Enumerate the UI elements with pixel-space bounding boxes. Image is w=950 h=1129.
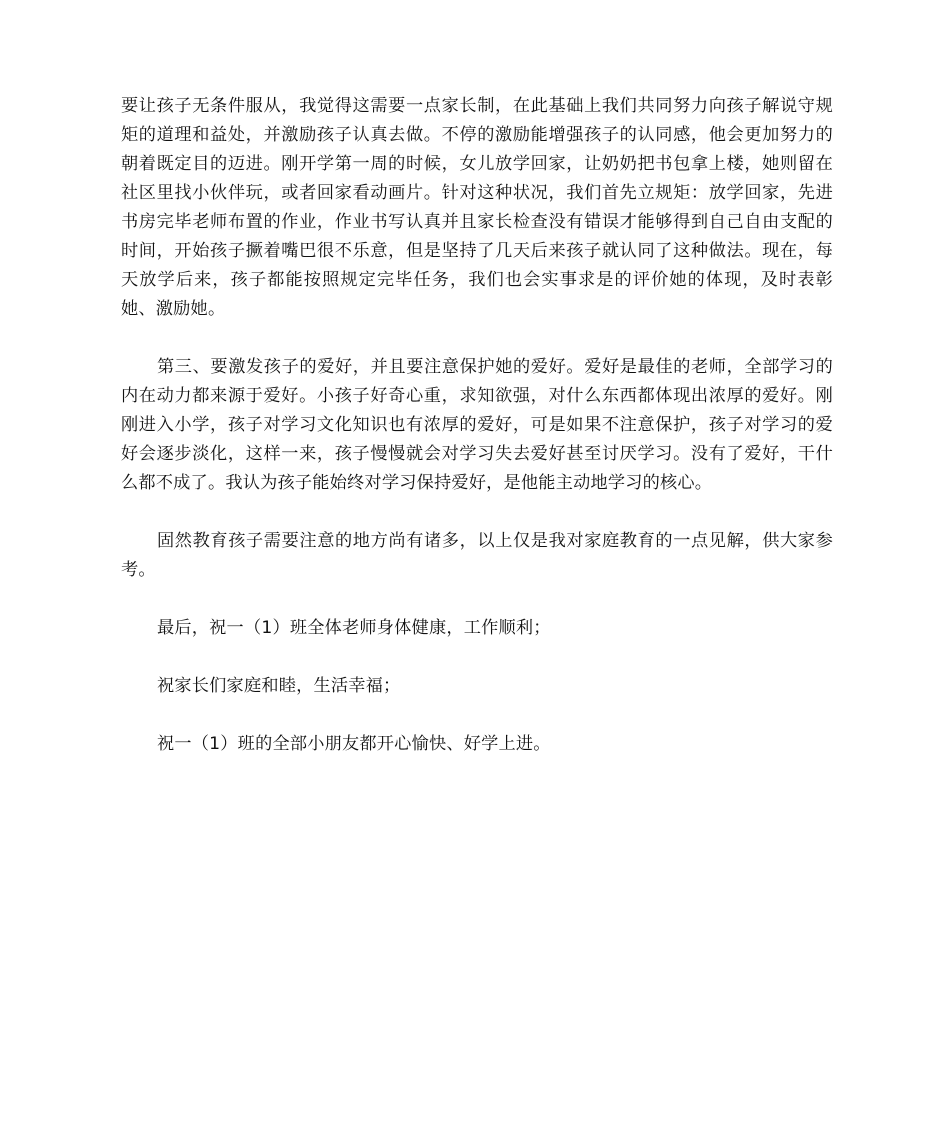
wish-children: 祝一（1）班的全部小朋友都开心愉快、好学上进。	[157, 734, 551, 754]
document-body	[121, 92, 833, 788]
paragraph-rules: 要让孩子无条件服从，我觉得这需要一点家长制，在此基础上我们共同努力向孩子解说守规矩的道理和益处，并激励孩子认真去做。不停的激励能增强孩子的认同感，他会更加努力的朝着既定目的迈进。刚开学第一周的时候，女儿放学回家，让奶奶把书包拿上楼，她则留在社区里找小伙伴玩，或者回家看动画片。针对这种状况，我们首先立规矩：放学回家，先进书房完毕老师布置的作业，作业书写认真并且家长检查没有错误才能够得到自己自由支配的时间，开始孩子撅着嘴巴很不乐意，但是坚持了几天后来孩子就认同了这种做法。现在，每天放学后来，孩子都能按照规定完毕任务，我们也会实事求是的评价她的体现，及时表彰她、激励她。	[121, 96, 833, 319]
paragraph-conclusion: 固然教育孩子需要注意的地方尚有诸多，以上仅是我对家庭教育的一点见解，供大家参考。	[121, 531, 833, 580]
wish-parents: 祝家长们家庭和睦，生活幸福；	[157, 676, 401, 696]
paragraph-interest: 第三、要激发孩子的爱好，并且要注意保护她的爱好。爱好是最佳的老师，全部学习的内在动力都来源于爱好。小孩子好奇心重，求知欲强，对什么东西都体现出浓厚的爱好。刚刚进入小学，孩子对学习文化知识也有浓厚的爱好，可是如果不注意保护，孩子对学习的爱好会逐步淡化，这样一来，孩子慢慢就会对学习失去爱好甚至讨厌学习。没有了爱好，干什么都不成了。我认为孩子能始终对学习保持爱好，是他能主动地学习的核心。	[121, 357, 833, 493]
wish-teachers: 最后，祝一（1）班全体老师身体健康，工作顺利；	[157, 618, 551, 638]
